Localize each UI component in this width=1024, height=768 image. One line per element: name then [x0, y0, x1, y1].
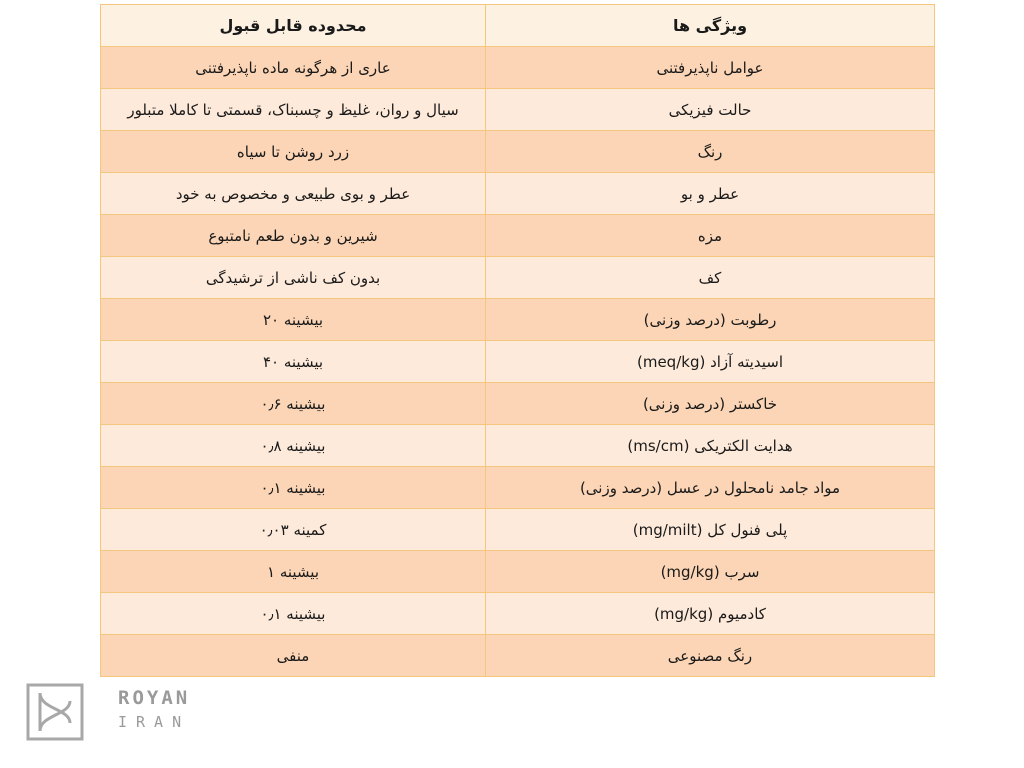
- property-cell: پلی فنول کل (mg/milt): [486, 509, 935, 551]
- honey-standards-table-container: [100, 4, 934, 677]
- header-property: ویژگی ها: [486, 5, 935, 47]
- property-cell: سرب (mg/kg): [486, 551, 935, 593]
- table-row: [101, 635, 935, 677]
- property-cell: خاکستر (درصد وزنی): [486, 383, 935, 425]
- property-cell: اسیدیته آزاد (meq/kg): [486, 341, 935, 383]
- property-cell: عطر و بو: [486, 173, 935, 215]
- table-row: [101, 425, 935, 467]
- table-row: [101, 257, 935, 299]
- property-cell: کف: [486, 257, 935, 299]
- range-cell: بیشینه ۴۰: [101, 341, 486, 383]
- property-cell: عوامل ناپذیرفتنی: [486, 47, 935, 89]
- logo-mark-icon: [26, 683, 84, 741]
- property-cell: رنگ مصنوعی: [486, 635, 935, 677]
- table-row: [101, 173, 935, 215]
- table-row: [101, 299, 935, 341]
- header-range: محدوده قابل قبول: [101, 5, 486, 47]
- range-cell: کمینه ۰٫۰۳: [101, 509, 486, 551]
- range-cell: بیشینه ۰٫۱: [101, 467, 486, 509]
- property-cell: هدایت الکتریکی (ms/cm): [486, 425, 935, 467]
- honey-standards-table: [100, 4, 935, 677]
- logo-text-royan: ROYAN: [118, 687, 191, 709]
- table-row: [101, 47, 935, 89]
- property-cell: رطوبت (درصد وزنی): [486, 299, 935, 341]
- range-cell: بیشینه ۰٫۸: [101, 425, 486, 467]
- range-cell: عطر و بوی طبیعی و مخصوص به خود: [101, 173, 486, 215]
- table-row: [101, 89, 935, 131]
- table-header-row: [101, 5, 935, 47]
- range-cell: سیال و روان، غلیظ و چسبناک، قسمتی تا کاملا متبلور: [101, 89, 486, 131]
- property-cell: مزه: [486, 215, 935, 257]
- table-row: [101, 467, 935, 509]
- range-cell: شیرین و بدون طعم نامتبوع: [101, 215, 486, 257]
- range-cell: بیشینه ۱: [101, 551, 486, 593]
- range-cell: بیشینه ۰٫۱: [101, 593, 486, 635]
- table-row: [101, 593, 935, 635]
- royan-iran-logo: [26, 683, 191, 743]
- property-cell: حالت فیزیکی: [486, 89, 935, 131]
- table-row: [101, 509, 935, 551]
- range-cell: عاری از هرگونه ماده ناپذیرفتنی: [101, 47, 486, 89]
- table-row: [101, 341, 935, 383]
- table-row: [101, 215, 935, 257]
- property-cell: رنگ: [486, 131, 935, 173]
- range-cell: زرد روشن تا سیاه: [101, 131, 486, 173]
- table-row: [101, 383, 935, 425]
- range-cell: منفی: [101, 635, 486, 677]
- range-cell: بدون کف ناشی از ترشیدگی: [101, 257, 486, 299]
- range-cell: بیشینه ۲۰: [101, 299, 486, 341]
- table-row: [101, 131, 935, 173]
- table-row: [101, 551, 935, 593]
- property-cell: مواد جامد نامحلول در عسل (درصد وزنی): [486, 467, 935, 509]
- property-cell: کادمیوم (mg/kg): [486, 593, 935, 635]
- range-cell: بیشینه ۰٫۶: [101, 383, 486, 425]
- logo-text-iran: IRAN: [118, 713, 191, 731]
